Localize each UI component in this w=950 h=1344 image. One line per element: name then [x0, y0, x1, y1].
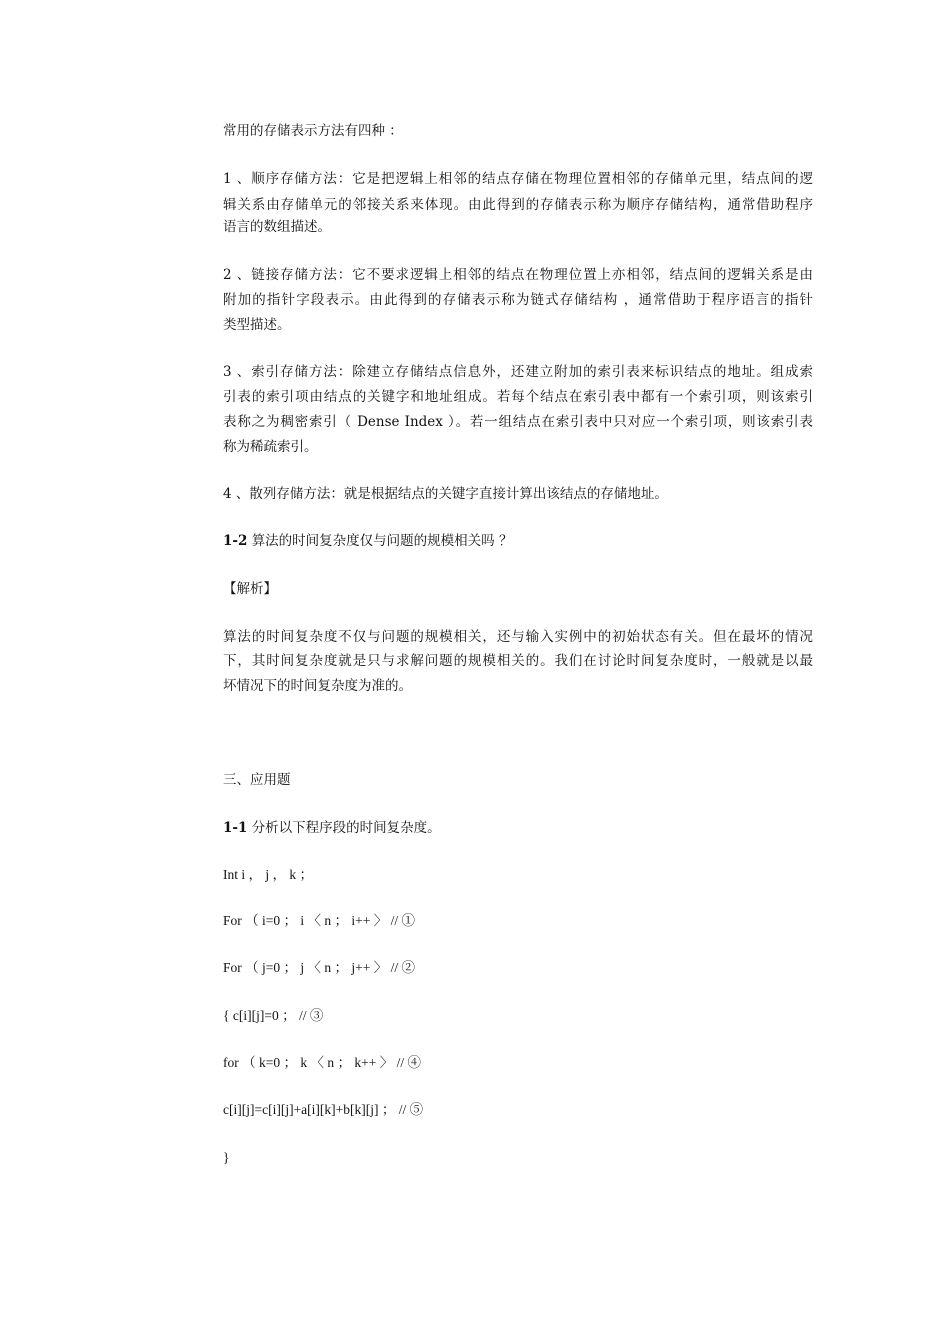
analysis-label: 【解析】 — [223, 581, 277, 597]
item-1-line-2: 辑关系由存储单元的邻接关系来体现。由此得到的存储表示称为顺序存储结构，通常借助程序 — [223, 197, 813, 213]
item-1-line-3: 语言的数组描述。 — [223, 219, 331, 235]
answer-line-3: 坏情况下的时间复杂度为准的。 — [223, 678, 412, 694]
question-text: 算法的时间复杂度仅与问题的规模相关吗 ？ — [251, 533, 513, 549]
app-question-text: 分析以下程序段的时间复杂度。 — [251, 820, 441, 836]
item-2-line-2: 附加的指针字段表示。由此得到的存储表示称为链式存储结构 ，通常借助于程序语言的指针 — [223, 292, 813, 308]
item-2-line-1: 2 、链接存储方法：它不要求逻辑上相邻的结点在物理位置上亦相邻，结点间的逻辑关系是由 — [223, 267, 813, 283]
section-title: 三、应用题 — [223, 772, 291, 788]
item-2-line-3: 类型描述。 — [223, 317, 291, 333]
item-3-line-2: 引表的索引项由结点的关键字和地址组成。若每个结点在索引表中都有一个索引项，则该索引 — [223, 389, 813, 405]
item-4-line-1: 4 、散列存储方法：就是根据结点的关键字直接计算出该结点的存储地址。 — [223, 486, 668, 502]
code-line-4: { c[i][j]=0 ； // ③ — [223, 1008, 324, 1023]
code-line-7: } — [223, 1150, 230, 1165]
item-3-line-1: 3 、索引存储方法：除建立存储结点信息外，还建立附加的索引表来标识结点的地址。组成索 — [223, 364, 813, 380]
code-line-3: For （ j=0 ； j 〈 n ； j++ 〉 // ② — [223, 960, 415, 975]
code-line-2: For （ i=0 ； i 〈 n ； i++ 〉 // ① — [223, 913, 415, 928]
answer-line-2: 下，其时间复杂度就是只与求解问题的规模相关的。我们在讨论时间复杂度时，一般就是以最 — [223, 653, 813, 669]
code-line-5: for （ k=0 ； k 〈 n ； k++ 〉 // ④ — [223, 1055, 421, 1070]
code-line-6: c[i][j]=c[i][j]+a[i][k]+b[k][j] ； // ⑤ — [223, 1102, 424, 1117]
item-3-line-3: 表称之为稠密索引（ Dense Index ）。若一组结点在索引表中只对应一个索引项，则该索引表 — [223, 414, 813, 430]
question-heading — [223, 528, 813, 554]
item-3-line-4: 称为稀疏索引。 — [223, 439, 318, 455]
app-question-number: 1-1 — [223, 820, 248, 836]
code-line-1: Int i ， j ， k ； — [223, 867, 313, 882]
app-question-heading — [223, 815, 813, 841]
item-1-line-1: 1 、顺序存储方法：它是把逻辑上相邻的结点存储在物理位置相邻的存储单元里，结点间的逻 — [223, 171, 813, 187]
intro-text: 常用的存储表示方法有四种 ： — [223, 123, 403, 139]
question-number: 1-2 — [223, 533, 248, 549]
answer-line-1: 算法的时间复杂度不仅与问题的规模相关，还与输入实例中的初始状态有关。但在最坏的情况 — [223, 629, 813, 645]
